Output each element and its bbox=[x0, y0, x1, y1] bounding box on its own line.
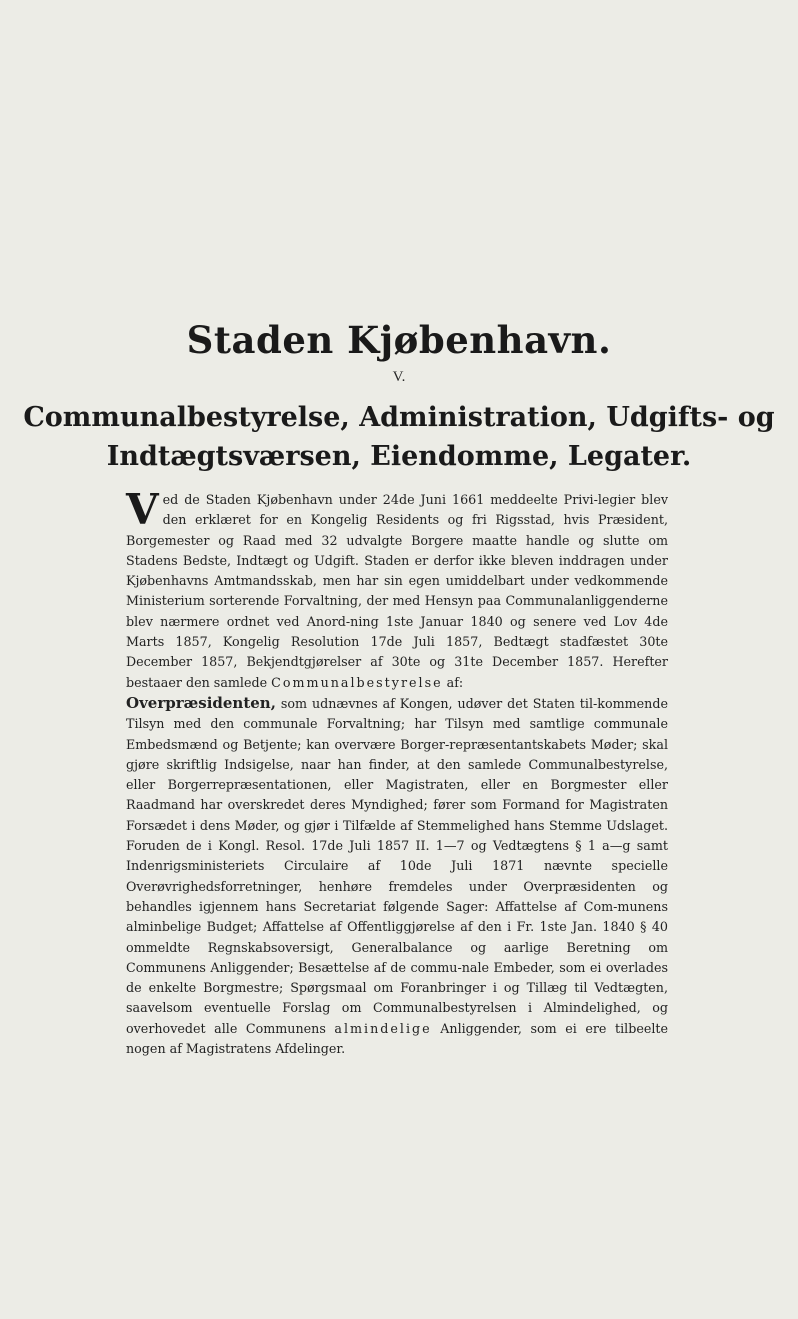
section-heading-line-2: Indtægtsværsen, Eiendomme, Legater. bbox=[106, 441, 692, 472]
body-text bbox=[126, 485, 668, 1059]
paragraph-1-text: ed de Staden Kjøbenhavn under 24de Juni 1661 meddeelte Privi-legier blev den erklæret for en Kongelig Residents og fri Rigsstad, hvis Præsident, Borgemester og Raad med 32 udvalgte Borgere maatte handle og slutte om Stadens Bedste, Indtægt og Udgift. Staden er derfor ikke bleven inddragen under Kjøbenhavns Amtmandsskab, men har sin egen umiddelbart under vedkommende Ministerium sorterende Forvaltning, der med Hensyn paa Communalanliggenderne blev nærmere ordnet ved Anord-ning 1ste Januar 1840 og senere ved Lov 4de Marts 1857, Kongelig Resolution 17de Juli 1857, Bedtægt stadfæstet 30te December 1857, Bekjendtgjørelser af 30te og 31te December 1857. Herefter bestaaer den samlede bbox=[126, 492, 668, 690]
paragraph-2-spaced-term: almindelige bbox=[334, 1020, 432, 1036]
paragraph-1-text-end: af: bbox=[446, 674, 464, 690]
paragraph-2-text-end: Anliggender, som ei ere tilbeelte nogen af Magistratens Afdelinger. bbox=[126, 1020, 668, 1057]
paragraph-2-lead-term: Overpræsidenten, bbox=[126, 693, 276, 712]
section-heading-line-1: Communalbestyrelse, Administration, Udgifts- og bbox=[23, 402, 775, 433]
paragraph-2 bbox=[126, 693, 668, 1059]
paragraph-2-text: som udnævnes af Kongen, udøver det Staten til-kommende Tilsyn med den communale Forvaltning; har Tilsyn med samtlige communale Embedsmænd og Betjente; kan overvære Borger-repræsentantskabets Møder; skal gjøre skriftlig Indsigelse, naar han finder, at den samlede Communalbestyrelse, eller Borgerrepræsentationen, eller Magistraten, eller en Borgmester eller Raadmand har overskredet deres Myndighed; fører som Formand for Magistraten Forsædet i dens Møder, og gjør i Tilfælde af Stemmelighed hans Stemme Udslaget. Foruden de i Kongl. Resol. 17de Juli 1857 II. 1—7 og Vedtægtens § 1 a—g samt Indenrigsministeriets Circulaire af 10de Juli 1871 nævnte specielle Overøvrighedsforretninger, henhøre fremdeles under Overpræsidenten og behandles igjennem hans Secretariat følgende Sager: Affattelse af Com-munens alminbelige Budget; Affattelse af Offentliggjørelse af den i Fr. 1ste Jan. 1840 § 40 ommeldte Regnskabsoversigt, Generalbalance og aarlige Beretning om Communens Anliggender; Besættelse af de commu-nale Embeder, som ei overlades de enkelte Borgmestre; Spørgsmaal om Foranbringer i og Tillæg til Vedtægten, saavelsom eventuelle Forslag om Communalbestyrelsen i Almindelighed, og overhovedet alle Communens bbox=[126, 695, 668, 1036]
paragraph-1-spaced-term: Communalbestyrelse bbox=[271, 674, 443, 690]
page-title: Staden Kjøbenhavn. bbox=[186, 318, 612, 362]
drop-cap: V bbox=[126, 485, 159, 534]
section-number: V. bbox=[392, 369, 406, 385]
paragraph-1 bbox=[126, 485, 668, 693]
